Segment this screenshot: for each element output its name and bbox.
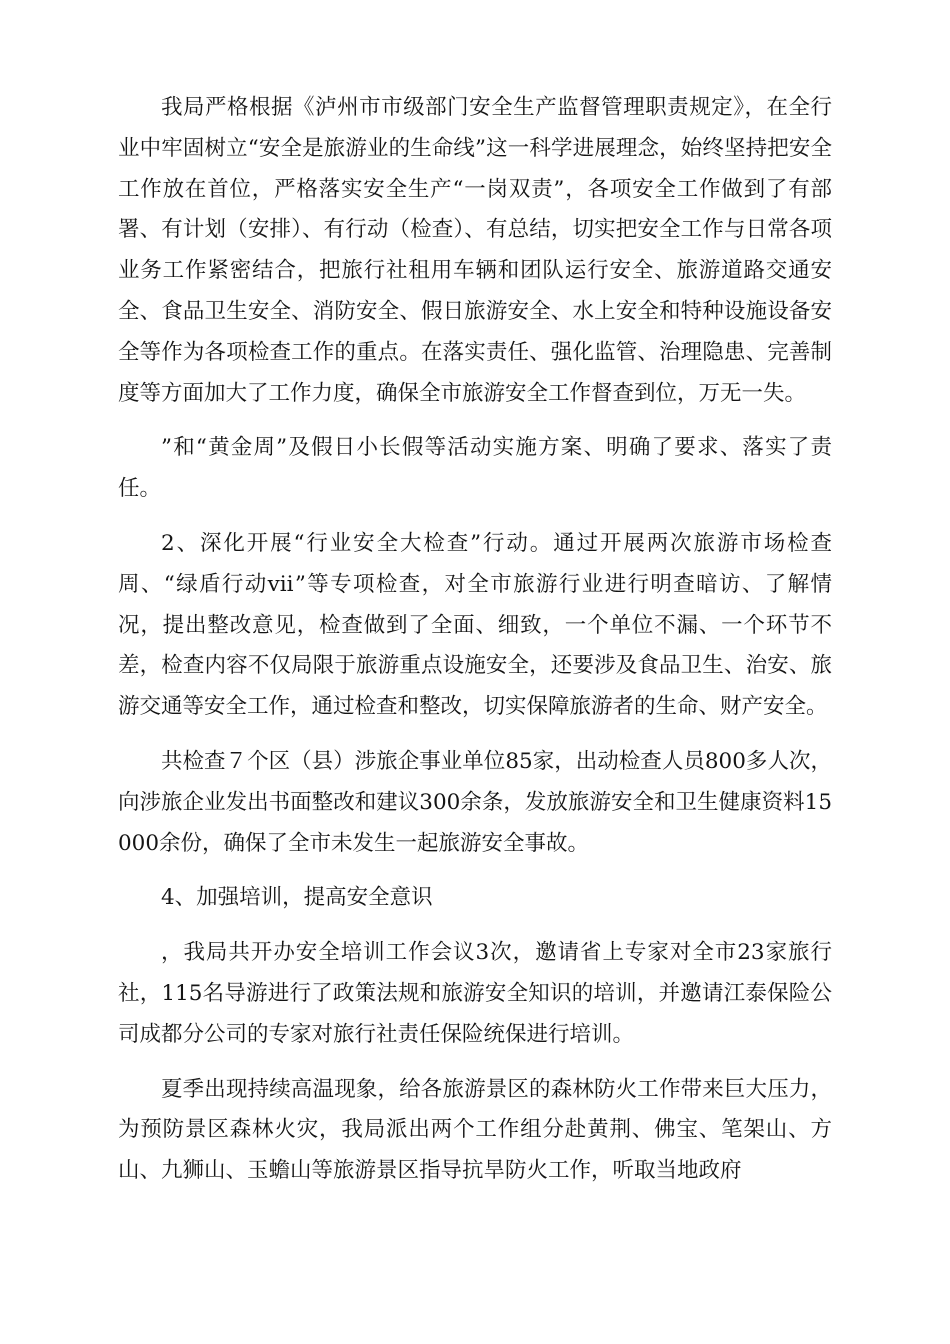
paragraph-holiday-plan: ”和“黄金周”及假日小长假等活动实施方案、明确了要求、落实了责任。 xyxy=(118,435,832,502)
paragraph-training-details: ，我局共开办安全培训工作会议3次，邀请省上专家对全市23家旅行社，115名导游进行了政策法规和旅游安全知识的培训，并邀请江泰保险公司成都分公司的专家对旅行社责任保险统保进行培训。 xyxy=(118,940,832,1047)
paragraph-safety-inspection: 2、深化开展“行业安全大检查”行动。通过开展两次旅游市场检查周、“绿盾行动ⅶ”等专项检查，对全市旅游行业进行明查暗访、了解情况，提出整改意见，检查做到了全面、细致，一个单位不漏、一个环节不差，检查内容不仅局限于旅游重点设施安全，还要涉及食品卫生、治安、旅游交通等安全工作，通过检查和整改，切实保障旅游者的生命、财产安全。 xyxy=(118,530,832,720)
paragraph-training-heading: 4、加强培训，提高安全意识 xyxy=(161,885,433,911)
paragraph-safety-responsibility: 我局严格根据《泸州市市级部门安全生产监督管理职责规定》，在全行业中牢固树立“安全是旅游业的生命线”这一科学进展理念，始终坚持把安全工作放在首位，严格落实安全生产“一岗双责”，各项安全工作做到了有部署、有计划（安排）、有行动（检查）、有总结，切实把安全工作与日常各项业务工作紧密结合，把旅行社租用车辆和团队运行安全、旅游道路交通安全、食品卫生安全、消防安全、假日旅游安全、水上安全和特种设施设备安全等作为各项检查工作的重点。在落实责任、强化监管、治理隐患、完善制度等方面加大了工作力度，确保全市旅游安全工作督查到位，万无一失。 xyxy=(118,95,832,406)
paragraph-inspection-statistics: 共检查７个区（县）涉旅企事业单位85家，出动检查人员800多人次，向涉旅企业发出书面整改和建议300余条，发放旅游安全和卫生健康资料15000余份，确保了全市未发生一起旅游安全事故。 xyxy=(118,748,832,856)
paragraph-fire-prevention: 夏季出现持续高温现象，给各旅游景区的森林防火工作带来巨大压力，为预防景区森林火灾，我局派出两个工作组分赴黄荆、佛宝、笔架山、方山、九狮山、玉蟾山等旅游景区指导抗旱防火工作，听取当地政府 xyxy=(118,1076,832,1184)
